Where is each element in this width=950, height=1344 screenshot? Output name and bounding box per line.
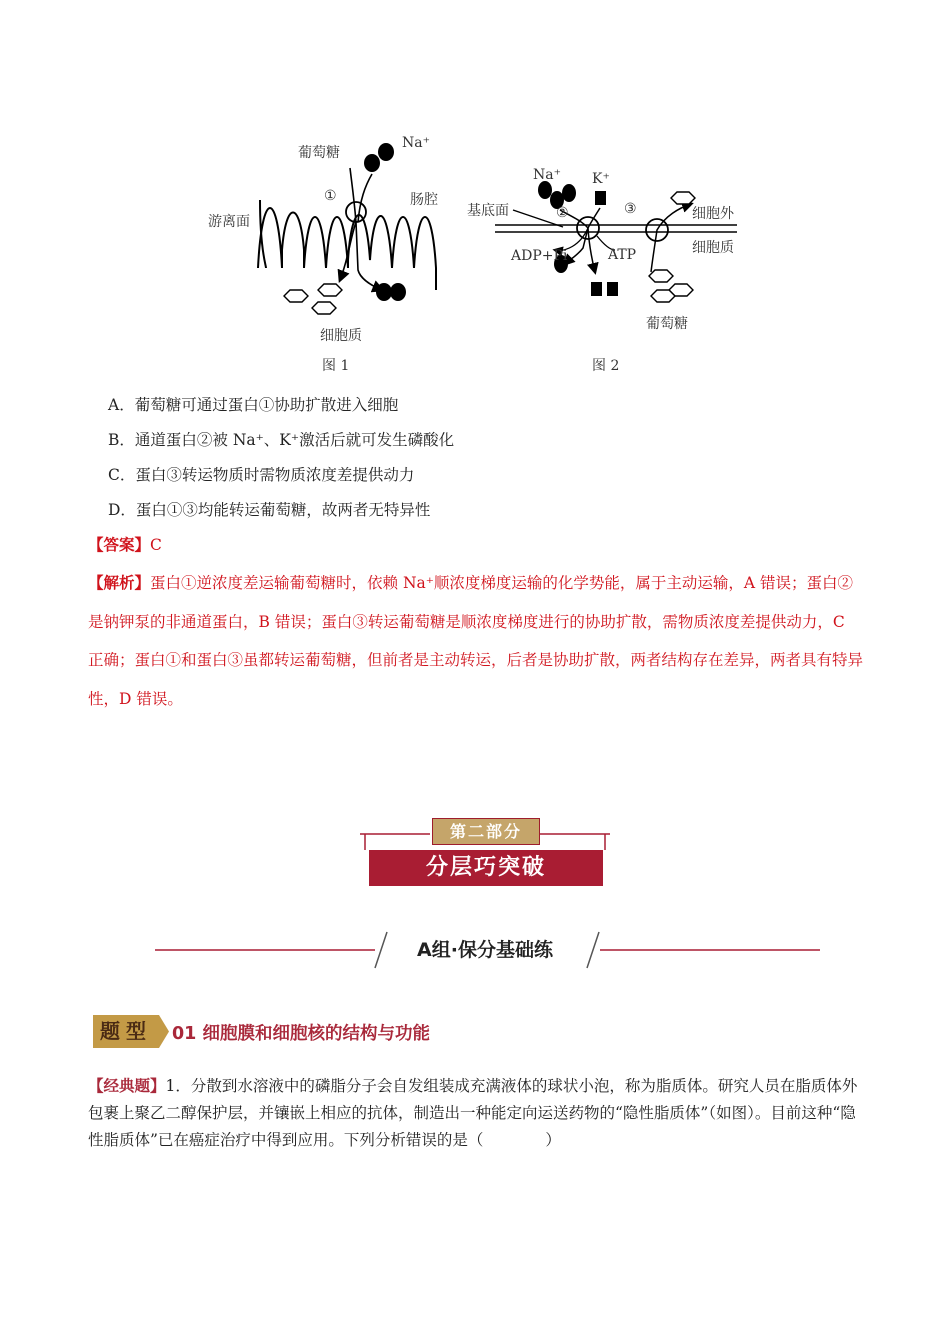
fig2-caption: 图 2 xyxy=(592,358,620,374)
glucose-hexagon xyxy=(649,270,673,282)
na-ion xyxy=(390,283,406,301)
microvilli-membrane xyxy=(258,208,436,290)
fig2-basal-label: 基底面 xyxy=(467,203,509,219)
question-tag: 【经典题】 xyxy=(88,1076,166,1095)
option-b: B．通道蛋白②被 Na⁺、K⁺激活后就可发生磷酸化 xyxy=(108,431,455,449)
answer-value: C xyxy=(150,536,162,554)
fig1-free-side-label: 游离面 xyxy=(208,214,250,230)
fig1-glucose-label: 葡萄糖 xyxy=(298,145,340,161)
fig2-k-label: K⁺ xyxy=(592,171,610,187)
na-ion xyxy=(376,283,392,301)
fig1-circle1-label: ① xyxy=(324,188,337,204)
section-title: 分层巧突破 xyxy=(369,850,603,886)
analysis-block xyxy=(88,564,863,718)
type-title: 01 细胞膜和细胞核的结构与功能 xyxy=(172,1024,430,1044)
answer-tag: 【答案】 xyxy=(88,535,151,554)
fig1-cytoplasm-label: 细胞质 xyxy=(320,328,362,344)
type-badge-arrow xyxy=(159,1015,169,1048)
fig2-cytoplasm-label: 细胞质 xyxy=(692,240,734,256)
answer-line xyxy=(88,533,162,555)
fig2-adp-label: ADP+Pi xyxy=(511,248,568,264)
fig1-na-label: Na⁺ xyxy=(402,135,430,151)
question-text: 1．分散到水溶液中的磷脂分子会自发组装成充满液体的球状小泡，称为脂质体。研究人员在脂质体外包裹上聚乙二醇保护层，并镶嵌上相应的抗体，制造出一种能定向运送药物的“隐性脂质体”（如图）。目前这种“隐性脂质体”已在癌症治疗中得到应用。下列分析错误的是（ ） xyxy=(88,1077,858,1149)
analysis-text: 蛋白①逆浓度差运输葡萄糖时，依赖 Na⁺顺浓度梯度运输的化学势能，属于主动运输，A 错误；蛋白②是钠钾泵的非通道蛋白，B 错误；蛋白③转运葡萄糖是顺浓度梯度进行的协助扩散，需物质浓度差提供动力，C 正确；蛋白①和蛋白③虽都转运葡萄糖，但前者是主动转运，后者是协助扩散，两者结构存在差异，两者具有特异性，D 错误。 xyxy=(88,574,864,708)
fig1-caption: 图 1 xyxy=(322,358,350,374)
k-ion xyxy=(591,282,602,296)
fig2-na-label: Na⁺ xyxy=(533,167,561,183)
option-d: D．蛋白①③均能转运葡萄糖，故两者无特异性 xyxy=(108,501,431,519)
na-ion xyxy=(378,143,394,161)
option-c: C．蛋白③转运物质时需物质浓度差提供动力 xyxy=(108,466,415,484)
na-ion xyxy=(364,154,380,172)
analysis-tag: 【解析】 xyxy=(88,573,151,592)
na-ion xyxy=(562,184,576,202)
fig2-circle2-label: ② xyxy=(556,205,569,221)
fig2-glucose-label: 葡萄糖 xyxy=(646,316,688,332)
k-ion xyxy=(595,191,606,205)
fig1-intestine-label: 肠腔 xyxy=(410,192,438,208)
fig2-outside-label: 细胞外 xyxy=(692,206,734,222)
group-title: A组·保分基础练 xyxy=(417,939,553,961)
fig2-atp-label: ATP xyxy=(608,247,637,263)
glucose-hexagon xyxy=(651,290,675,302)
k-ion xyxy=(607,282,618,296)
glucose-hexagon xyxy=(312,302,336,314)
section-part-label: 第二部分 xyxy=(432,818,540,845)
question-block xyxy=(88,1072,863,1154)
option-a: A．葡萄糖可通过蛋白①协助扩散进入细胞 xyxy=(108,396,399,414)
fig2-circle3-label: ③ xyxy=(624,201,637,217)
type-badge: 题型 xyxy=(93,1015,159,1048)
glucose-hexagon xyxy=(284,290,308,302)
na-ion xyxy=(538,181,552,199)
glucose-hexagon xyxy=(318,284,342,296)
